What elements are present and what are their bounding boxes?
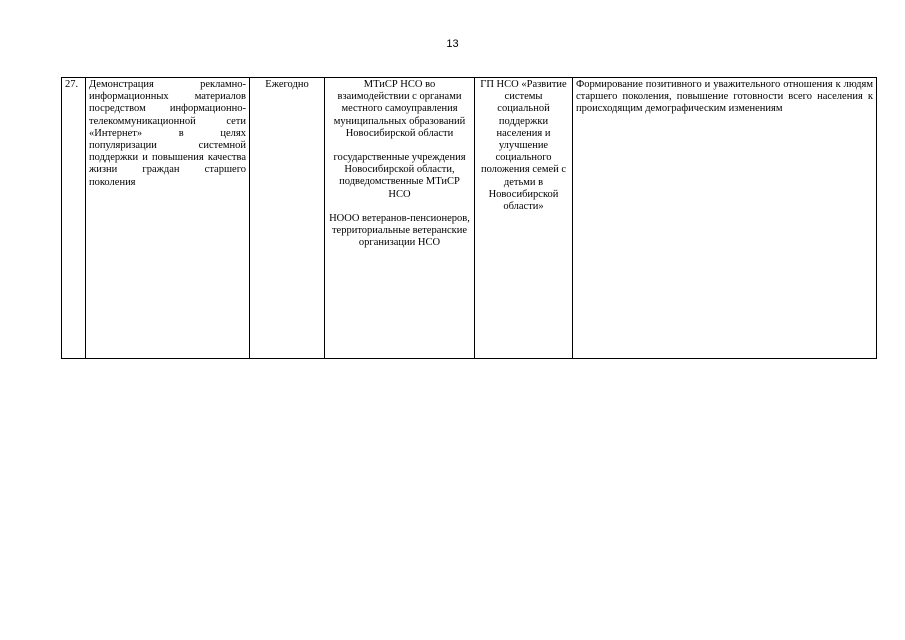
deadline-cell: Ежегодно <box>250 78 325 359</box>
table-row <box>62 78 877 359</box>
executor-subordinate: государственные учреждения Новосибирской области, подведомственные МТиСР НСО <box>333 152 466 200</box>
expected-result-cell: Формирование позитивного и уважительного отношения к людям старшего поколения, повышение готовности всего населения к происходящим демографическим изменениям <box>573 78 877 359</box>
state-program-cell: ГП НСО «Развитие системы социальной поддержки населения и улучшение социального положения семей с детьми в Новосибирской области» <box>475 78 573 359</box>
executor-veterans: НООО ветеранов-пенсионеров, территориальные ветеранские организации НСО <box>329 212 470 249</box>
executors-cell <box>325 78 475 359</box>
page-number: 13 <box>446 38 459 50</box>
event-name-cell: Демонстрация рекламно-информационных материалов посредством информационно-телекоммуникационной сети «Интернет» в целях популяризации системной поддержки и повышения качества жизни граждан старшего поколения <box>86 78 250 359</box>
plan-table <box>61 77 877 359</box>
row-number-cell: 27. <box>62 78 86 359</box>
executor-primary: МТиСР НСО во взаимодействии с органами местного самоуправления муниципальных образований Новосибирской области <box>333 79 466 139</box>
